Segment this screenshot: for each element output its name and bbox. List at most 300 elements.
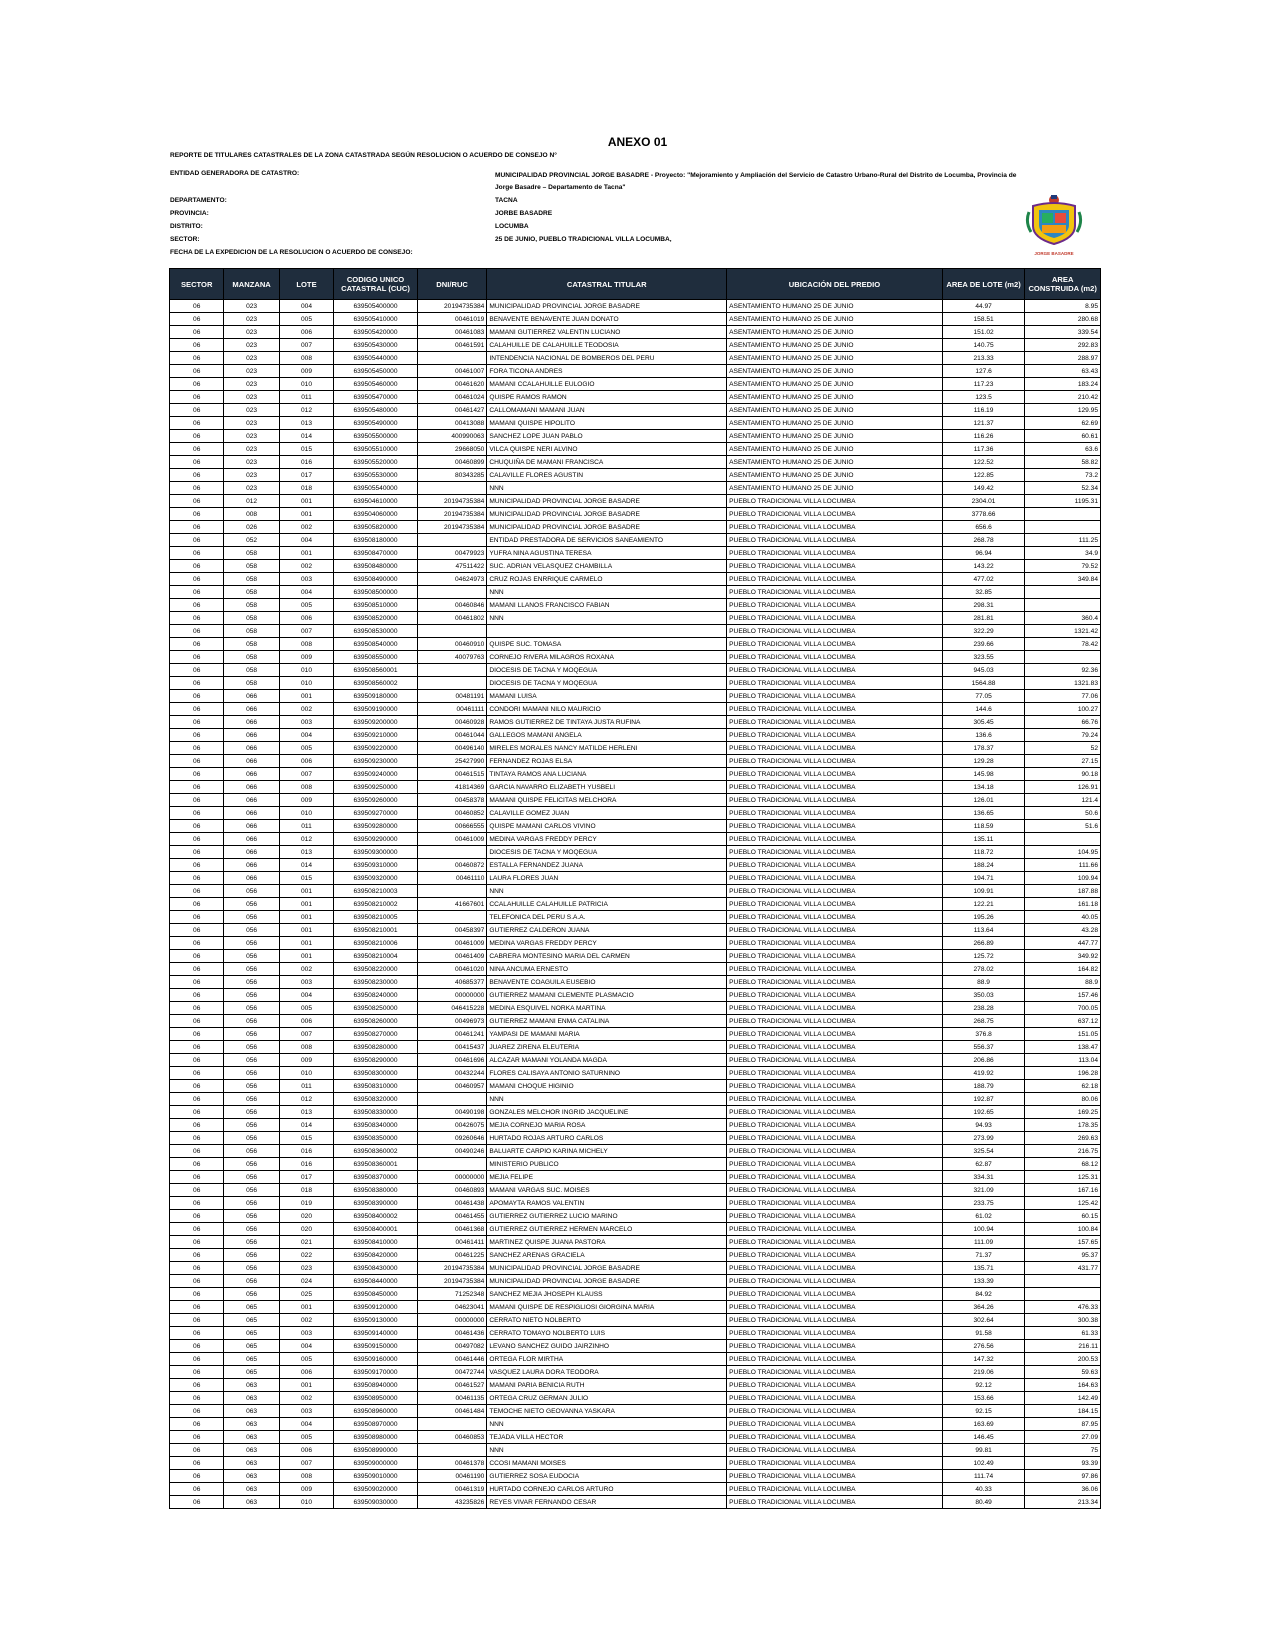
cell-area-construida: 109.94 (1025, 872, 1101, 885)
col-header-cuc[interactable]: CODIGO UNICO CATASTRAL (CUC) (334, 269, 418, 300)
cell-ubicacion: PUEBLO TRADICIONAL VILLA LOCUMBA (727, 924, 943, 937)
cell-area-construida: 92.36 (1025, 664, 1101, 677)
col-header-dni-ruc[interactable]: DNI/RUC (417, 269, 487, 300)
cell-ubicacion: PUEBLO TRADICIONAL VILLA LOCUMBA (727, 794, 943, 807)
cell-dni-ruc: 00000000 (417, 1314, 487, 1327)
cell-titular: RAMOS GUTIERREZ DE TINTAYA JUSTA RUFINA (487, 716, 727, 729)
cell-manzana: 056 (224, 1249, 279, 1262)
cell-cuc: 639509300000 (334, 846, 418, 859)
cell-dni-ruc: 00460928 (417, 716, 487, 729)
cell-area-construida (1025, 599, 1101, 612)
cell-dni-ruc: 00461009 (417, 833, 487, 846)
cell-sector: 06 (170, 1028, 224, 1041)
cell-ubicacion: PUEBLO TRADICIONAL VILLA LOCUMBA (727, 1210, 943, 1223)
cell-cuc: 639508280000 (334, 1041, 418, 1054)
cell-dni-ruc: 00461111 (417, 703, 487, 716)
cell-sector: 06 (170, 677, 224, 690)
cell-manzana: 023 (224, 417, 279, 430)
cell-area-lote: 111.74 (942, 1470, 1025, 1483)
cell-titular: REYES VIVAR FERNANDO CESAR (487, 1496, 727, 1509)
cell-area-construida: 216.11 (1025, 1340, 1101, 1353)
cell-ubicacion: ASENTAMIENTO HUMANO 25 DE JUNIO (727, 300, 943, 313)
table-row (170, 456, 1101, 469)
cell-ubicacion: PUEBLO TRADICIONAL VILLA LOCUMBA (727, 807, 943, 820)
cell-area-construida: 476.33 (1025, 1301, 1101, 1314)
cell-area-construida (1025, 651, 1101, 664)
cell-titular: NNN (487, 482, 727, 495)
cell-ubicacion: PUEBLO TRADICIONAL VILLA LOCUMBA (727, 508, 943, 521)
cell-sector: 06 (170, 417, 224, 430)
cell-cuc: 639508950000 (334, 1392, 418, 1405)
cell-manzana: 056 (224, 1236, 279, 1249)
cell-cuc: 639504060000 (334, 508, 418, 521)
table-row (170, 1197, 1101, 1210)
cell-ubicacion: PUEBLO TRADICIONAL VILLA LOCUMBA (727, 1444, 943, 1457)
cell-sector: 06 (170, 1197, 224, 1210)
cell-sector: 06 (170, 1392, 224, 1405)
cell-ubicacion: ASENTAMIENTO HUMANO 25 DE JUNIO (727, 482, 943, 495)
cell-area-lote: 146.45 (942, 1431, 1025, 1444)
cell-sector: 06 (170, 599, 224, 612)
cell-dni-ruc: 00461044 (417, 729, 487, 742)
cell-area-construida: 104.95 (1025, 846, 1101, 859)
cell-lote: 004 (279, 1340, 333, 1353)
table-row (170, 1431, 1101, 1444)
cell-area-lote: 99.81 (942, 1444, 1025, 1457)
cell-area-lote: 125.72 (942, 950, 1025, 963)
cell-area-lote: 143.22 (942, 560, 1025, 573)
cell-ubicacion: PUEBLO TRADICIONAL VILLA LOCUMBA (727, 885, 943, 898)
cell-sector: 06 (170, 560, 224, 573)
cell-area-construida: 93.39 (1025, 1457, 1101, 1470)
cell-area-lote: 213.33 (942, 352, 1025, 365)
table-header-row (170, 269, 1101, 300)
cell-area-construida: 97.86 (1025, 1470, 1101, 1483)
cell-area-lote: 100.94 (942, 1223, 1025, 1236)
cell-manzana: 066 (224, 872, 279, 885)
cell-cuc: 639509130000 (334, 1314, 418, 1327)
table-row (170, 703, 1101, 716)
table-row (170, 1015, 1101, 1028)
cell-cuc: 639509010000 (334, 1470, 418, 1483)
cell-manzana: 058 (224, 586, 279, 599)
cell-sector: 06 (170, 1379, 224, 1392)
cell-sector: 06 (170, 1496, 224, 1509)
cell-titular: MEJIA CORNEJO MARIA ROSA (487, 1119, 727, 1132)
table-row (170, 742, 1101, 755)
cell-dni-ruc: 00000000 (417, 989, 487, 1002)
cell-cuc: 639508340000 (334, 1119, 418, 1132)
cell-area-construida: 58.82 (1025, 456, 1101, 469)
cell-area-lote: 77.05 (942, 690, 1025, 703)
cell-titular: FORA TICONA ANDRES (487, 365, 727, 378)
cell-manzana: 056 (224, 1132, 279, 1145)
cell-area-construida: 61.33 (1025, 1327, 1101, 1340)
cell-ubicacion: ASENTAMIENTO HUMANO 25 DE JUNIO (727, 326, 943, 339)
cell-ubicacion: PUEBLO TRADICIONAL VILLA LOCUMBA (727, 612, 943, 625)
cell-lote: 015 (279, 872, 333, 885)
cell-sector: 06 (170, 833, 224, 846)
distrito-label: DISTRITO: (170, 223, 203, 230)
cell-area-lote: 147.32 (942, 1353, 1025, 1366)
cell-lote: 013 (279, 1106, 333, 1119)
table-row (170, 963, 1101, 976)
table-row (170, 872, 1101, 885)
cell-titular: MUNICIPALIDAD PROVINCIAL JORGE BASADRE (487, 508, 727, 521)
cell-lote: 001 (279, 924, 333, 937)
cell-titular: GUTIERREZ GUTIERREZ HERMEN MARCELO (487, 1223, 727, 1236)
cell-cuc: 639508410000 (334, 1236, 418, 1249)
cell-ubicacion: PUEBLO TRADICIONAL VILLA LOCUMBA (727, 1080, 943, 1093)
table-row (170, 1340, 1101, 1353)
col-header-sector[interactable]: SECTOR (170, 269, 224, 300)
cell-sector: 06 (170, 1353, 224, 1366)
cell-lote: 001 (279, 885, 333, 898)
cell-titular: LAURA FLORES JUAN (487, 872, 727, 885)
cell-lote: 004 (279, 1418, 333, 1431)
table-row (170, 794, 1101, 807)
cell-lote: 020 (279, 1210, 333, 1223)
cell-lote: 010 (279, 677, 333, 690)
cell-area-construida: 8.95 (1025, 300, 1101, 313)
cell-titular: GUTIERREZ MAMANI CLEMENTE PLASMACIO (487, 989, 727, 1002)
cell-dni-ruc: 04623041 (417, 1301, 487, 1314)
cell-area-lote: 44.97 (942, 300, 1025, 313)
cell-ubicacion: PUEBLO TRADICIONAL VILLA LOCUMBA (727, 664, 943, 677)
cell-titular: CABRERA MONTESINO MARIA DEL CARMEN (487, 950, 727, 963)
cell-area-lote: 94.93 (942, 1119, 1025, 1132)
cell-manzana: 056 (224, 1028, 279, 1041)
table-row (170, 950, 1101, 963)
cell-sector: 06 (170, 573, 224, 586)
cell-manzana: 056 (224, 1041, 279, 1054)
cell-sector: 06 (170, 1106, 224, 1119)
cell-manzana: 023 (224, 443, 279, 456)
cell-cuc: 639508490000 (334, 573, 418, 586)
cell-lote: 011 (279, 820, 333, 833)
cell-ubicacion: PUEBLO TRADICIONAL VILLA LOCUMBA (727, 1067, 943, 1080)
cell-titular: ESTALLA FERNANDEZ JUANA (487, 859, 727, 872)
cell-cuc: 639505400000 (334, 300, 418, 313)
cell-cuc: 639508260000 (334, 1015, 418, 1028)
table-body (170, 300, 1101, 1509)
cell-lote: 006 (279, 612, 333, 625)
cell-dni-ruc: 00461024 (417, 391, 487, 404)
col-header-ubicacion[interactable]: UBICACIÓN DEL PREDIO (727, 269, 943, 300)
cell-manzana: 023 (224, 300, 279, 313)
cell-sector: 06 (170, 911, 224, 924)
cell-ubicacion: ASENTAMIENTO HUMANO 25 DE JUNIO (727, 430, 943, 443)
cell-dni-ruc: 00461409 (417, 950, 487, 963)
cell-ubicacion: PUEBLO TRADICIONAL VILLA LOCUMBA (727, 1041, 943, 1054)
cell-dni-ruc: 00461591 (417, 339, 487, 352)
cell-lote: 006 (279, 1366, 333, 1379)
cell-cuc: 639508970000 (334, 1418, 418, 1431)
cell-titular: MAMANI PARIA BENICIA RUTH (487, 1379, 727, 1392)
cell-titular: CCOSI MAMANI MOISES (487, 1457, 727, 1470)
cell-sector: 06 (170, 456, 224, 469)
cell-manzana: 023 (224, 339, 279, 352)
cell-sector: 06 (170, 859, 224, 872)
cell-titular: ORTEGA FLOR MIRTHA (487, 1353, 727, 1366)
table-row (170, 1366, 1101, 1379)
cell-cuc: 639508250000 (334, 1002, 418, 1015)
cell-ubicacion: PUEBLO TRADICIONAL VILLA LOCUMBA (727, 898, 943, 911)
cell-sector: 06 (170, 1041, 224, 1054)
cell-area-construida: 36.06 (1025, 1483, 1101, 1496)
cell-dni-ruc: 20194735384 (417, 1275, 487, 1288)
cell-area-lote: 123.5 (942, 391, 1025, 404)
cell-area-lote: 133.39 (942, 1275, 1025, 1288)
cell-lote: 005 (279, 599, 333, 612)
cell-cuc: 639509180000 (334, 690, 418, 703)
cell-cuc: 639508320000 (334, 1093, 418, 1106)
cell-lote: 004 (279, 729, 333, 742)
cell-titular: CCALAHUILLE CALAHUILLE PATRICIA (487, 898, 727, 911)
cell-manzana: 012 (224, 495, 279, 508)
col-header-area-construida[interactable]: AREA CONSTRUIDA (m2) (1025, 269, 1101, 300)
cell-area-lote: 153.66 (942, 1392, 1025, 1405)
col-header-lote[interactable]: LOTE (279, 269, 333, 300)
cell-ubicacion: PUEBLO TRADICIONAL VILLA LOCUMBA (727, 1158, 943, 1171)
cell-area-lote: 239.66 (942, 638, 1025, 651)
cell-area-lote: 178.37 (942, 742, 1025, 755)
col-header-titular[interactable]: CATASTRAL TITULAR (487, 269, 727, 300)
cell-dni-ruc: 00461438 (417, 1197, 487, 1210)
cell-titular: FLORES CALISAYA ANTONIO SATURNINO (487, 1067, 727, 1080)
cell-lote: 014 (279, 1119, 333, 1132)
table-row (170, 625, 1101, 638)
cell-dni-ruc (417, 586, 487, 599)
cell-lote: 009 (279, 651, 333, 664)
cell-dni-ruc: 20194735384 (417, 1262, 487, 1275)
cell-dni-ruc: 43235826 (417, 1496, 487, 1509)
cell-lote: 001 (279, 495, 333, 508)
cell-cuc: 639509280000 (334, 820, 418, 833)
cell-area-construida: 125.31 (1025, 1171, 1101, 1184)
cell-dni-ruc: 046415228 (417, 1002, 487, 1015)
cell-area-lote: 96.94 (942, 547, 1025, 560)
cell-manzana: 058 (224, 612, 279, 625)
cell-cuc: 639508470000 (334, 547, 418, 560)
cell-area-construida: 66.76 (1025, 716, 1101, 729)
cell-cuc: 639505460000 (334, 378, 418, 391)
cell-lote: 010 (279, 807, 333, 820)
cell-area-lote: 116.26 (942, 430, 1025, 443)
cell-area-lote: 158.51 (942, 313, 1025, 326)
cell-manzana: 056 (224, 1210, 279, 1223)
cell-area-construida: 95.37 (1025, 1249, 1101, 1262)
cell-titular: QUISPE RAMOS RAMON (487, 391, 727, 404)
cell-sector: 06 (170, 1470, 224, 1483)
cell-manzana: 056 (224, 885, 279, 898)
cell-sector: 06 (170, 1483, 224, 1496)
cell-area-construida: 100.84 (1025, 1223, 1101, 1236)
cell-ubicacion: ASENTAMIENTO HUMANO 25 DE JUNIO (727, 365, 943, 378)
cell-sector: 06 (170, 391, 224, 404)
cell-cuc: 639509230000 (334, 755, 418, 768)
cell-manzana: 056 (224, 1262, 279, 1275)
cell-sector: 06 (170, 1301, 224, 1314)
cell-ubicacion: PUEBLO TRADICIONAL VILLA LOCUMBA (727, 599, 943, 612)
cell-ubicacion: ASENTAMIENTO HUMANO 25 DE JUNIO (727, 352, 943, 365)
cell-area-lote: 419.92 (942, 1067, 1025, 1080)
cell-dni-ruc: 400990063 (417, 430, 487, 443)
cell-sector: 06 (170, 482, 224, 495)
cell-ubicacion: PUEBLO TRADICIONAL VILLA LOCUMBA (727, 651, 943, 664)
cell-cuc: 639509200000 (334, 716, 418, 729)
cell-cuc: 639508500000 (334, 586, 418, 599)
cell-titular: MAMANI QUISPE DE RESPIGLIOSI GIORGINA MARIA (487, 1301, 727, 1314)
cell-area-lote: 135.11 (942, 833, 1025, 846)
cell-sector: 06 (170, 1184, 224, 1197)
cell-sector: 06 (170, 1158, 224, 1171)
cell-cuc: 639509150000 (334, 1340, 418, 1353)
cell-sector: 06 (170, 781, 224, 794)
cell-lote: 011 (279, 391, 333, 404)
cell-titular: GARCIA NAVARRO ELIZABETH YUSBELI (487, 781, 727, 794)
cell-dni-ruc: 00461241 (417, 1028, 487, 1041)
cell-dni-ruc: 00461007 (417, 365, 487, 378)
cell-lote: 017 (279, 1171, 333, 1184)
cell-titular: ORTEGA CRUZ GERMAN JULIO (487, 1392, 727, 1405)
cell-area-lote: 302.64 (942, 1314, 1025, 1327)
cell-lote: 005 (279, 313, 333, 326)
col-header-manzana[interactable]: MANZANA (224, 269, 279, 300)
cell-lote: 001 (279, 911, 333, 924)
cell-area-lote: 61.02 (942, 1210, 1025, 1223)
table-row (170, 404, 1101, 417)
departamento-label: DEPARTAMENTO: (170, 197, 227, 204)
cell-area-lote: 149.42 (942, 482, 1025, 495)
cell-sector: 06 (170, 1340, 224, 1353)
cell-area-lote: 323.55 (942, 651, 1025, 664)
cell-titular: MAMANI CCALAHUILLE EULOGIO (487, 378, 727, 391)
cell-titular: SANCHEZ LOPE JUAN PABLO (487, 430, 727, 443)
cell-titular: YUFRA NINA AGUSTINA TERESA (487, 547, 727, 560)
cell-lote: 020 (279, 1223, 333, 1236)
cell-ubicacion: PUEBLO TRADICIONAL VILLA LOCUMBA (727, 1314, 943, 1327)
cell-ubicacion: PUEBLO TRADICIONAL VILLA LOCUMBA (727, 872, 943, 885)
cell-titular: TEJADA VILLA HECTOR (487, 1431, 727, 1444)
cell-area-construida: 300.38 (1025, 1314, 1101, 1327)
cell-lote: 005 (279, 1431, 333, 1444)
cell-lote: 010 (279, 1496, 333, 1509)
cell-lote: 005 (279, 1002, 333, 1015)
table-row (170, 898, 1101, 911)
cell-area-lote: 122.52 (942, 456, 1025, 469)
cell-lote: 005 (279, 1353, 333, 1366)
cell-dni-ruc: 04624973 (417, 573, 487, 586)
cell-lote: 013 (279, 846, 333, 859)
cell-cuc: 639508450000 (334, 1288, 418, 1301)
cell-titular: NNN (487, 612, 727, 625)
cell-dni-ruc: 00461378 (417, 1457, 487, 1470)
cell-manzana: 065 (224, 1366, 279, 1379)
cell-ubicacion: PUEBLO TRADICIONAL VILLA LOCUMBA (727, 1184, 943, 1197)
cell-area-lote: 127.6 (942, 365, 1025, 378)
cell-manzana: 056 (224, 924, 279, 937)
cell-sector: 06 (170, 443, 224, 456)
cell-cuc: 639508210001 (334, 924, 418, 937)
col-header-area-lote[interactable]: AREA DE LOTE (m2) (942, 269, 1025, 300)
cell-area-lote: 192.87 (942, 1093, 1025, 1106)
cell-lote: 007 (279, 1457, 333, 1470)
cell-dni-ruc (417, 1158, 487, 1171)
cell-sector: 06 (170, 1236, 224, 1249)
cell-sector: 06 (170, 1327, 224, 1340)
cell-cuc: 639508960000 (334, 1405, 418, 1418)
table-row (170, 1158, 1101, 1171)
cell-cuc: 639505490000 (334, 417, 418, 430)
cell-dni-ruc: 00461225 (417, 1249, 487, 1262)
cell-area-construida: 210.42 (1025, 391, 1101, 404)
cell-dni-ruc: 00461319 (417, 1483, 487, 1496)
cell-sector: 06 (170, 807, 224, 820)
cell-titular: QUISPE MAMANI CARLOS VIVINO (487, 820, 727, 833)
cell-dni-ruc: 00461802 (417, 612, 487, 625)
cell-ubicacion: PUEBLO TRADICIONAL VILLA LOCUMBA (727, 521, 943, 534)
cell-area-construida: 88.9 (1025, 976, 1101, 989)
cell-lote: 004 (279, 534, 333, 547)
cell-manzana: 023 (224, 326, 279, 339)
cell-titular: TELEFONICA DEL PERU S.A.A. (487, 911, 727, 924)
cell-area-construida: 164.82 (1025, 963, 1101, 976)
cell-dni-ruc (417, 1418, 487, 1431)
cell-area-construida: 349.92 (1025, 950, 1101, 963)
cell-area-lote: 151.02 (942, 326, 1025, 339)
cell-lote: 003 (279, 573, 333, 586)
cell-manzana: 056 (224, 950, 279, 963)
cell-area-construida: 151.05 (1025, 1028, 1101, 1041)
cell-cuc: 639508540000 (334, 638, 418, 651)
table-row (170, 1470, 1101, 1483)
cell-ubicacion: ASENTAMIENTO HUMANO 25 DE JUNIO (727, 339, 943, 352)
cell-cuc: 639508210003 (334, 885, 418, 898)
cell-ubicacion: PUEBLO TRADICIONAL VILLA LOCUMBA (727, 1093, 943, 1106)
cell-sector: 06 (170, 1002, 224, 1015)
cell-ubicacion: PUEBLO TRADICIONAL VILLA LOCUMBA (727, 755, 943, 768)
cell-dni-ruc: 00461484 (417, 1405, 487, 1418)
cell-ubicacion: PUEBLO TRADICIONAL VILLA LOCUMBA (727, 911, 943, 924)
cell-manzana: 065 (224, 1353, 279, 1366)
cell-sector: 06 (170, 963, 224, 976)
cell-lote: 002 (279, 521, 333, 534)
cell-dni-ruc: 09260646 (417, 1132, 487, 1145)
cell-manzana: 058 (224, 664, 279, 677)
cell-manzana: 066 (224, 833, 279, 846)
table-row (170, 599, 1101, 612)
cell-sector: 06 (170, 1210, 224, 1223)
cell-dni-ruc: 00461135 (417, 1392, 487, 1405)
cell-manzana: 058 (224, 625, 279, 638)
cell-dni-ruc (417, 625, 487, 638)
cell-dni-ruc: 00413088 (417, 417, 487, 430)
cell-titular: DIOCESIS DE TACNA Y MOQEGUA (487, 677, 727, 690)
cell-dni-ruc: 00496140 (417, 742, 487, 755)
table-row (170, 638, 1101, 651)
cell-area-construida (1025, 508, 1101, 521)
cell-manzana: 066 (224, 729, 279, 742)
table-row (170, 1236, 1101, 1249)
cell-area-lote: 298.31 (942, 599, 1025, 612)
cell-sector: 06 (170, 976, 224, 989)
cell-titular: JUAREZ ZIRENA ELEUTERIA (487, 1041, 727, 1054)
cell-titular: MEDINA VARGAS FREDDY PERCY (487, 833, 727, 846)
table-row (170, 391, 1101, 404)
cell-ubicacion: ASENTAMIENTO HUMANO 25 DE JUNIO (727, 313, 943, 326)
cell-ubicacion: ASENTAMIENTO HUMANO 25 DE JUNIO (727, 417, 943, 430)
